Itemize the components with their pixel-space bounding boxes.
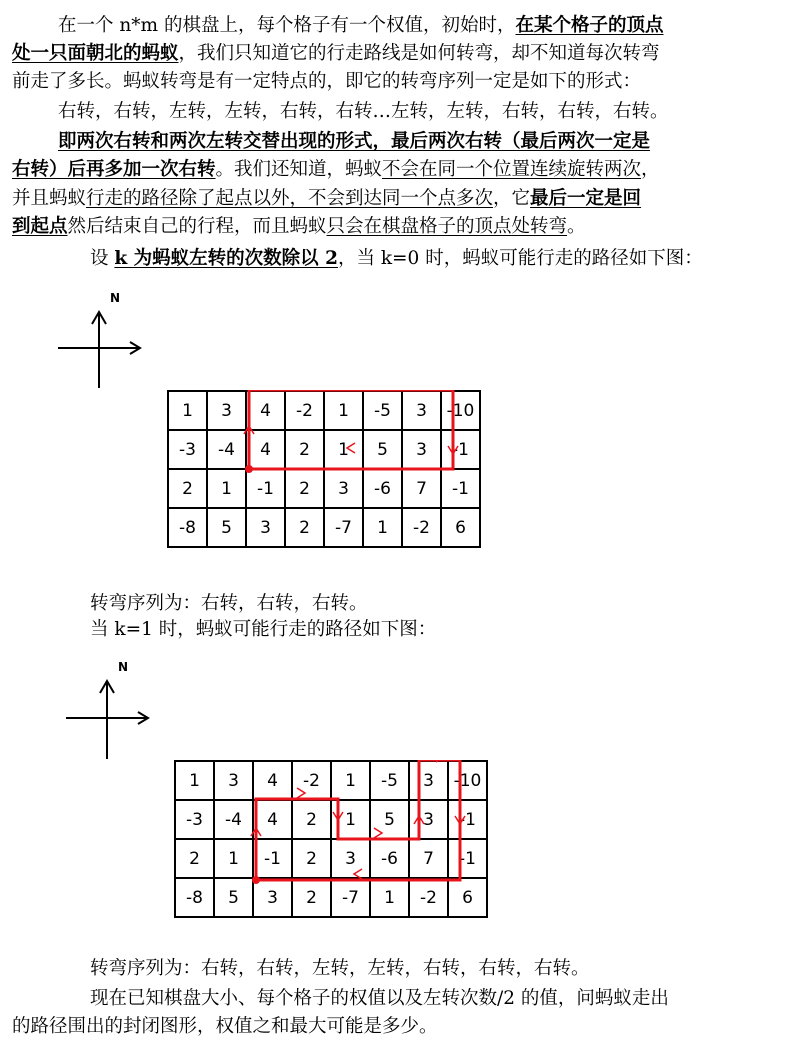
grid-cell: 3 xyxy=(402,391,441,430)
grid-cell: 7 xyxy=(409,839,448,878)
board-grid-k0 xyxy=(167,390,497,554)
grid-cell: 1 xyxy=(331,761,370,800)
text-segment: 并且蚂蚁 xyxy=(12,188,87,209)
intro-line-2 xyxy=(12,40,660,68)
intro-line-3: 前走了多长。蚂蚁转弯是有一定特点的，即它的转弯序列一定是如下的形式： xyxy=(12,71,642,92)
text-segment: 。 xyxy=(567,216,586,237)
grid-cell: 2 xyxy=(168,469,207,508)
grid-cell: -2 xyxy=(409,878,448,917)
grid-cell: -2 xyxy=(292,761,331,800)
grid-cell: 3 xyxy=(409,800,448,839)
grid-cell: 3 xyxy=(324,469,363,508)
text-segment: 然后结束自己的行程，而且蚂蚁 xyxy=(67,216,327,237)
grid-row xyxy=(168,391,480,430)
grid-cell: 4 xyxy=(246,391,285,430)
rule-line-1 xyxy=(58,128,650,156)
grid-row xyxy=(168,508,480,547)
caption-k1: 转弯序列为：右转，右转，左转，左转，右转，右转，右转。 xyxy=(90,958,590,979)
grid-cell: 3 xyxy=(207,391,246,430)
intro-line-1 xyxy=(58,12,664,40)
grid-cell: 3 xyxy=(246,508,285,547)
underlined-segment: 处一只面朝北的蚂蚁 xyxy=(12,43,179,64)
grid-cell: -7 xyxy=(324,508,363,547)
question-line-1: 现在已知棋盘大小、每个格子的权值以及左转次数/2 的值，问蚂蚁走出 xyxy=(90,988,669,1009)
grid-cell: -6 xyxy=(370,839,409,878)
grid-cell: 4 xyxy=(253,761,292,800)
grid-cell: -1 xyxy=(448,800,487,839)
grid-cell: 3 xyxy=(214,761,253,800)
grid-cell: 7 xyxy=(402,469,441,508)
grid-row xyxy=(175,800,487,839)
board-grid-k1 xyxy=(174,760,504,924)
underlined-segment: 只会在棋盘格子的顶点处转弯 xyxy=(326,216,568,237)
grid-cell: 3 xyxy=(402,430,441,469)
underlined-segment: 右转）后再多加一次右转 xyxy=(12,159,216,180)
underlined-segment: 行走的路径除了起点以外，不会到达同一个点多次 xyxy=(86,188,494,209)
grid-cell: 2 xyxy=(175,839,214,878)
grid-cell: -2 xyxy=(285,391,324,430)
grid-cell: 1 xyxy=(207,469,246,508)
caption-k0: 转弯序列为：右转，右转，右转。 xyxy=(90,593,368,614)
underlined-segment: 在某个格子的顶点 xyxy=(515,15,664,36)
grid-cell: 1 xyxy=(324,430,363,469)
grid-cell: 1 xyxy=(175,761,214,800)
grid-cell: 1 xyxy=(363,508,402,547)
underlined-segment: k 为蚂蚁左转的次数除以 2 xyxy=(114,248,338,269)
grid-cell: -2 xyxy=(402,508,441,547)
k1-intro-line: 当 k=1 时，蚂蚁可能行走的路径如下图： xyxy=(90,619,437,640)
grid-cell: -1 xyxy=(441,469,480,508)
compass-north-icon xyxy=(56,288,146,392)
compass-north-icon xyxy=(64,655,154,763)
question-line-2: 的路径围出的封闭图形，权值之和最大可能是多少。 xyxy=(12,1016,438,1037)
rule-line-3 xyxy=(12,185,641,213)
grid-cell: -1 xyxy=(448,839,487,878)
text-segment: ，它 xyxy=(493,188,531,209)
compass-north-icon xyxy=(56,288,146,392)
grid-row xyxy=(168,430,480,469)
grid-cell: -10 xyxy=(441,391,480,430)
grid-cell: 2 xyxy=(285,508,324,547)
grid-cell: -1 xyxy=(246,469,285,508)
rule-line-2 xyxy=(12,156,660,184)
grid-cell: -4 xyxy=(207,430,246,469)
grid-cell: 3 xyxy=(253,878,292,917)
grid-cell: 3 xyxy=(331,839,370,878)
text-segment: ， xyxy=(641,159,660,180)
grid-cell: -3 xyxy=(168,430,207,469)
text-segment: 设 xyxy=(90,248,115,269)
grid-cell: 2 xyxy=(285,430,324,469)
grid-row xyxy=(175,761,487,800)
underlined-segment: 最后一定是回 xyxy=(530,188,642,209)
grid-cell: 2 xyxy=(292,800,331,839)
underlined-segment: 即两次右转和两次左转交替出现的形式，最后两次右转（最后两次一定是 xyxy=(58,131,651,152)
text-segment: ，我们只知道它的行走路线是如何转弯，却不知道每次转弯 xyxy=(178,43,660,64)
grid-cell: 1 xyxy=(214,839,253,878)
grid-cell: -8 xyxy=(175,878,214,917)
compass-north-icon xyxy=(64,655,154,763)
grid-row xyxy=(168,469,480,508)
grid-cell: -1 xyxy=(253,839,292,878)
grid-cell: 4 xyxy=(253,800,292,839)
grid-cell: 5 xyxy=(214,878,253,917)
rule-line-4 xyxy=(12,213,586,241)
text-segment: 在一个 n*m 的棋盘上，每个格子有一个权值，初始时， xyxy=(58,15,516,36)
board-table xyxy=(174,760,488,918)
grid-cell: 6 xyxy=(441,508,480,547)
grid-row xyxy=(175,839,487,878)
grid-cell: -5 xyxy=(370,761,409,800)
grid-cell: -1 xyxy=(441,430,480,469)
grid-cell: 5 xyxy=(370,800,409,839)
grid-cell: -10 xyxy=(448,761,487,800)
grid-cell: -3 xyxy=(175,800,214,839)
grid-cell: 3 xyxy=(409,761,448,800)
grid-cell: 1 xyxy=(168,391,207,430)
turn-pattern-line: 右转，右转，左转，左转，右转，右转…左转，左转，右转，右转，右转。 xyxy=(58,101,669,122)
grid-cell: 2 xyxy=(292,839,331,878)
grid-cell: 2 xyxy=(292,878,331,917)
grid-cell: -6 xyxy=(363,469,402,508)
grid-cell: 6 xyxy=(448,878,487,917)
board-table xyxy=(167,390,481,548)
underlined-segment: 不会在同一个位置连续旋转两次 xyxy=(382,159,642,180)
text-segment: 。我们还知道，蚂蚁 xyxy=(215,159,383,180)
grid-cell: 1 xyxy=(370,878,409,917)
compass-label: N xyxy=(110,291,121,305)
grid-cell: 1 xyxy=(324,391,363,430)
grid-cell: 4 xyxy=(246,430,285,469)
grid-cell: 5 xyxy=(207,508,246,547)
grid-cell: -4 xyxy=(214,800,253,839)
grid-cell: 5 xyxy=(363,430,402,469)
definition-line xyxy=(90,245,703,273)
grid-cell: -8 xyxy=(168,508,207,547)
text-segment: ，当 k=0 时，蚂蚁可能行走的路径如下图： xyxy=(337,248,703,269)
grid-row xyxy=(175,878,487,917)
grid-cell: -7 xyxy=(331,878,370,917)
grid-cell: 2 xyxy=(285,469,324,508)
underlined-segment: 到起点 xyxy=(12,216,68,237)
grid-cell: -5 xyxy=(363,391,402,430)
grid-cell: 1 xyxy=(331,800,370,839)
compass-label: N xyxy=(118,660,129,674)
